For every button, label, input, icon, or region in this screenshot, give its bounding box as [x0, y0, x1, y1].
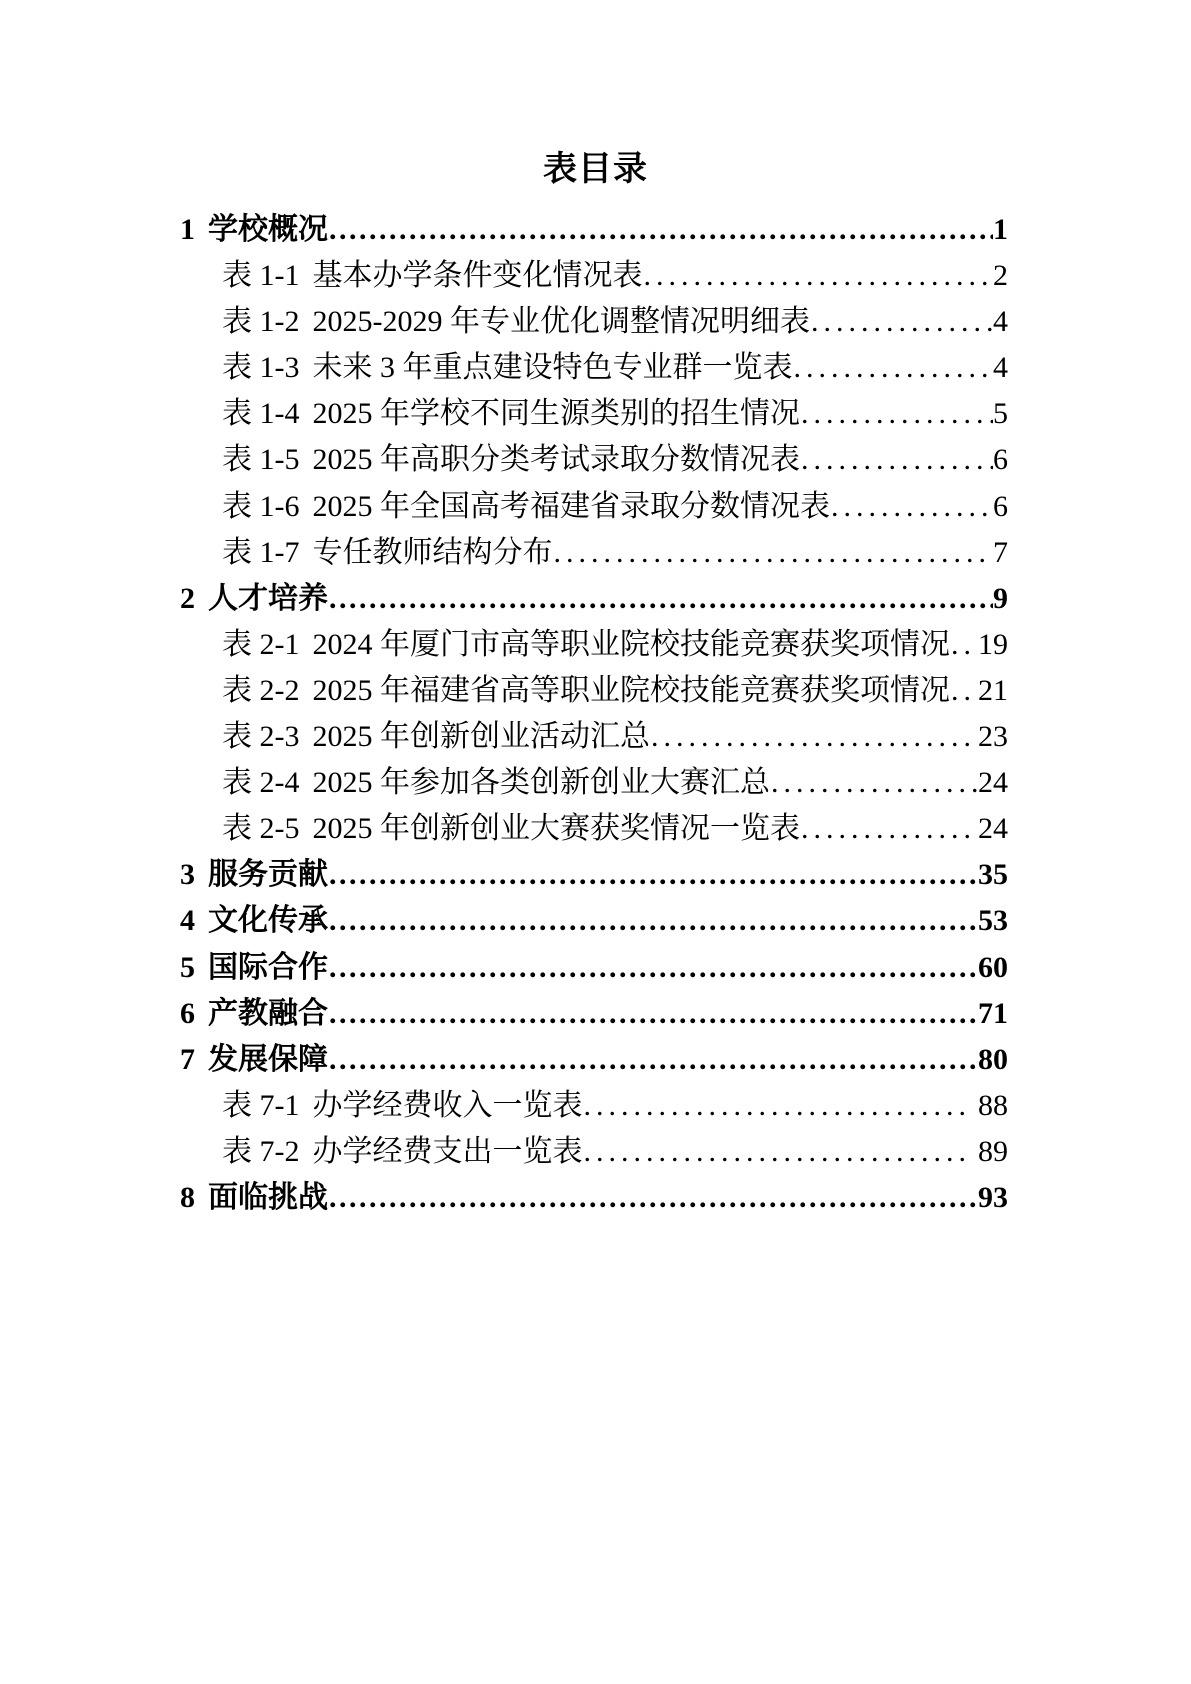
toc-entry-title: 面临挑战: [208, 1180, 328, 1214]
toc-entry-page: 88: [970, 1088, 1008, 1122]
toc-entry: [180, 991, 1008, 1037]
toc-entry-number: 2: [180, 581, 195, 615]
dot-leader: [831, 484, 993, 530]
dot-leader: [329, 945, 978, 991]
toc-entry-number: 表 1-5: [222, 443, 300, 477]
dot-leader: [584, 1129, 971, 1175]
dot-leader: [801, 437, 993, 483]
dot-leader: [651, 714, 978, 760]
toc-entry: [180, 437, 1008, 483]
toc-entry: [180, 345, 1008, 391]
toc-entry-number: 表 2-4: [222, 766, 300, 800]
dot-leader: [811, 299, 993, 345]
toc-entry-number: 表 7-1: [222, 1088, 300, 1122]
toc-entry: [180, 576, 1008, 622]
toc-entry: [180, 760, 1008, 806]
toc-entry-title: 文化传承: [208, 904, 328, 938]
toc-entry-page: 21: [970, 673, 1008, 707]
toc-entry-title: 2025-2029 年专业优化调整情况明细表: [312, 305, 810, 339]
toc-entry-title: 专任教师结构分布: [312, 535, 553, 569]
toc-entry-title: 未来 3 年重点建设特色专业群一览表: [312, 351, 793, 385]
toc-entry-number: 表 1-7: [222, 535, 300, 569]
toc-entry-title: 发展保障: [208, 1042, 328, 1076]
toc-entry: [180, 668, 1008, 714]
toc-entry-number: 5: [180, 950, 195, 984]
toc-entry-page: 5: [993, 397, 1008, 431]
toc-entry-title: 基本办学条件变化情况表: [312, 259, 643, 293]
toc-entry-number: 表 1-6: [222, 489, 300, 523]
dot-leader: [329, 852, 978, 898]
toc-entry-number: 3: [180, 858, 195, 892]
dot-leader: [329, 207, 993, 253]
dot-leader: [329, 576, 993, 622]
toc-entry: [180, 945, 1008, 991]
toc-entry: [180, 391, 1008, 437]
toc-entry-number: 表 1-1: [222, 259, 300, 293]
toc-entry-title: 2024 年厦门市高等职业院校技能竞赛获奖项情况: [312, 627, 950, 661]
toc-entry-number: 表 1-4: [222, 397, 300, 431]
dot-leader: [329, 991, 978, 1037]
toc-entry-page: 24: [978, 766, 1008, 800]
toc-entry-number: 表 2-3: [222, 720, 300, 754]
dot-leader: [329, 1037, 978, 1083]
dot-leader: [951, 622, 971, 668]
toc-entry-page: 60: [978, 950, 1008, 984]
toc-entry-page: 2: [993, 259, 1008, 293]
toc-entry-number: 7: [180, 1042, 195, 1076]
dot-leader: [794, 345, 994, 391]
toc-entry-number: 表 2-2: [222, 673, 300, 707]
toc-entry-number: 表 1-3: [222, 351, 300, 385]
toc-entry-number: 1: [180, 213, 195, 246]
toc-entry-title: 2025 年福建省高等职业院校技能竞赛获奖项情况: [312, 673, 950, 707]
toc-entry-page: 53: [978, 904, 1008, 938]
toc-entry: [180, 714, 1008, 760]
toc-entry-title: 2025 年高职分类考试录取分数情况表: [312, 443, 800, 477]
toc-entry-title: 办学经费收入一览表: [312, 1088, 583, 1122]
toc-entry-page: 24: [978, 812, 1008, 846]
dot-leader: [329, 898, 978, 944]
toc-entry-title: 产教融合: [208, 996, 328, 1030]
dot-leader: [554, 530, 986, 576]
toc-entry: [180, 299, 1008, 345]
dot-leader: [801, 391, 993, 437]
toc-entry-title: 办学经费支出一览表: [312, 1134, 583, 1168]
dot-leader: [801, 806, 978, 852]
toc-entry-title: 国际合作: [208, 950, 328, 984]
toc-entry: [180, 852, 1008, 898]
dot-leader: [771, 760, 978, 806]
page-title: 表目录: [543, 151, 648, 188]
toc-entry-number: 表 1-2: [222, 305, 300, 339]
toc-entry: [180, 1083, 1008, 1129]
toc-entry: [180, 898, 1008, 944]
toc-entry-number: 6: [180, 996, 195, 1030]
toc-entry-page: 93: [978, 1180, 1008, 1214]
toc-entry-page: 9: [993, 581, 1008, 615]
toc-entry: [180, 1129, 1008, 1175]
toc-entry-page: 71: [978, 996, 1008, 1030]
toc-entry-page: 23: [978, 720, 1008, 754]
toc-entry-page: 19: [970, 627, 1008, 661]
toc-entry-title: 2025 年创新创业活动汇总: [312, 720, 650, 754]
toc-entry: [180, 622, 1008, 668]
toc-entry: [180, 806, 1008, 852]
toc-entry-page: 35: [978, 858, 1008, 892]
table-of-contents: [180, 207, 1008, 1221]
toc-entry: [180, 484, 1008, 530]
dot-leader: [329, 1175, 978, 1221]
toc-entry-page: 6: [993, 443, 1008, 477]
toc-entry: [180, 1037, 1008, 1083]
toc-entry-number: 表 2-1: [222, 627, 300, 661]
toc-entry-page: 1: [993, 213, 1008, 246]
toc-entry-page: 89: [970, 1134, 1008, 1168]
toc-entry-page: 6: [993, 489, 1008, 523]
toc-entry-page: 4: [993, 351, 1008, 385]
toc-entry-number: 表 7-2: [222, 1134, 300, 1168]
toc-entry-number: 8: [180, 1180, 195, 1214]
dot-leader: [951, 668, 971, 714]
toc-entry-page: 80: [978, 1042, 1008, 1076]
toc-entry-title: 学校概况: [208, 213, 328, 246]
toc-entry-title: 2025 年创新创业大赛获奖情况一览表: [312, 812, 800, 846]
dot-leader: [584, 1083, 971, 1129]
toc-entry-title: 服务贡献: [208, 858, 328, 892]
toc-entry-number: 4: [180, 904, 195, 938]
toc-entry: [180, 530, 1008, 576]
dot-leader: [644, 253, 994, 299]
toc-entry-title: 人才培养: [208, 581, 328, 615]
toc-entry-title: 2025 年全国高考福建省录取分数情况表: [312, 489, 830, 523]
toc-entry: [180, 253, 1008, 299]
toc-entry-title: 2025 年学校不同生源类别的招生情况: [312, 397, 800, 431]
toc-entry-number: 表 2-5: [222, 812, 300, 846]
toc-entry-title: 2025 年参加各类创新创业大赛汇总: [312, 766, 770, 800]
toc-entry-page: 4: [993, 305, 1008, 339]
toc-entry-page: 7: [985, 535, 1008, 569]
toc-entry: [180, 1175, 1008, 1221]
toc-entry: [180, 207, 1008, 253]
